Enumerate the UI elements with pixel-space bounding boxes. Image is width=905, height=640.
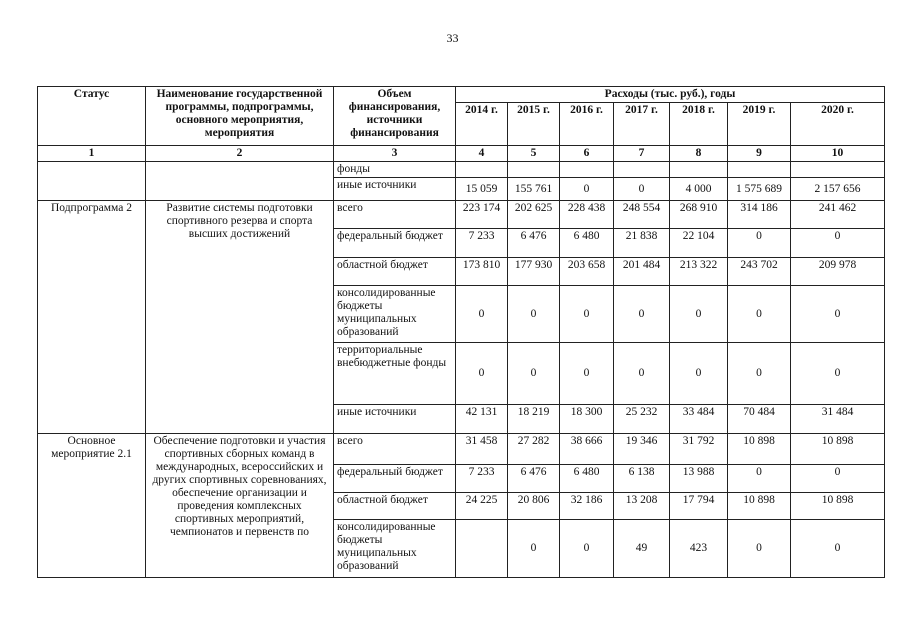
- table-row: [38, 201, 885, 229]
- value-cell: 0: [508, 520, 560, 578]
- column-number: 5: [508, 146, 560, 162]
- value-cell: 25 232: [614, 405, 670, 434]
- source-cell: федеральный бюджет: [334, 229, 456, 258]
- value-cell: 17 794: [670, 493, 728, 520]
- value-cell: 49: [614, 520, 670, 578]
- value-cell: 1 575 689: [728, 178, 791, 201]
- value-cell: [456, 520, 508, 578]
- column-number-row: [38, 146, 885, 162]
- value-cell: 0: [456, 286, 508, 343]
- value-cell: 248 554: [614, 201, 670, 229]
- value-cell: 0: [560, 178, 614, 201]
- value-cell: 31 792: [670, 434, 728, 465]
- source-cell: всего: [334, 434, 456, 465]
- value-cell: 0: [791, 520, 885, 578]
- value-cell: 7 233: [456, 229, 508, 258]
- value-cell: 209 978: [791, 258, 885, 286]
- value-cell: 70 484: [728, 405, 791, 434]
- header-status: Статус: [38, 87, 146, 146]
- value-cell: 10 898: [728, 493, 791, 520]
- status-cell: [38, 162, 146, 201]
- value-cell: 10 898: [791, 493, 885, 520]
- value-cell: 13 208: [614, 493, 670, 520]
- header-program-name: Наименование государственной программы, подпрограммы, основного мероприятия, мероприятия: [146, 87, 334, 146]
- source-cell: иные источники: [334, 178, 456, 201]
- header-year: 2020 г.: [791, 103, 885, 146]
- source-cell: территориальные внебюджетные фонды: [334, 343, 456, 405]
- column-number: 6: [560, 146, 614, 162]
- value-cell: 0: [791, 286, 885, 343]
- header-year: 2016 г.: [560, 103, 614, 146]
- value-cell: 0: [728, 286, 791, 343]
- header-expenses-title: Расходы (тыс. руб.), годы: [456, 87, 885, 103]
- value-cell: 243 702: [728, 258, 791, 286]
- value-cell: 6 138: [614, 465, 670, 493]
- value-cell: 0: [614, 178, 670, 201]
- source-cell: консолидированные бюджеты муниципальных образований: [334, 520, 456, 578]
- source-cell: консолидированные бюджеты муниципальных образований: [334, 286, 456, 343]
- value-cell: 0: [670, 343, 728, 405]
- value-cell: 0: [508, 343, 560, 405]
- status-cell: Подпрограмма 2: [38, 201, 146, 434]
- column-number: 7: [614, 146, 670, 162]
- status-cell: Основное мероприятие 2.1: [38, 434, 146, 578]
- column-number: 10: [791, 146, 885, 162]
- value-cell: 13 988: [670, 465, 728, 493]
- value-cell: 423: [670, 520, 728, 578]
- budget-table: [37, 86, 885, 578]
- value-cell: 203 658: [560, 258, 614, 286]
- value-cell: 314 186: [728, 201, 791, 229]
- header-year: 2014 г.: [456, 103, 508, 146]
- value-cell: 0: [728, 343, 791, 405]
- value-cell: 10 898: [791, 434, 885, 465]
- value-cell: 6 480: [560, 229, 614, 258]
- value-cell: 0: [560, 286, 614, 343]
- value-cell: 19 346: [614, 434, 670, 465]
- value-cell: 24 225: [456, 493, 508, 520]
- source-cell: областной бюджет: [334, 493, 456, 520]
- header-year: 2018 г.: [670, 103, 728, 146]
- value-cell: 0: [670, 286, 728, 343]
- value-cell: 0: [614, 286, 670, 343]
- source-cell: федеральный бюджет: [334, 465, 456, 493]
- value-cell: 4 000: [670, 178, 728, 201]
- value-cell: 10 898: [728, 434, 791, 465]
- source-cell: всего: [334, 201, 456, 229]
- value-cell: 0: [728, 465, 791, 493]
- source-cell: областной бюджет: [334, 258, 456, 286]
- value-cell: 202 625: [508, 201, 560, 229]
- value-cell: 0: [728, 229, 791, 258]
- value-cell: 0: [791, 343, 885, 405]
- name-cell: [146, 162, 334, 201]
- column-number: 1: [38, 146, 146, 162]
- value-cell: 7 233: [456, 465, 508, 493]
- value-cell: 22 104: [670, 229, 728, 258]
- header-year: 2017 г.: [614, 103, 670, 146]
- column-number: 3: [334, 146, 456, 162]
- source-cell: фонды: [334, 162, 456, 178]
- value-cell: 21 838: [614, 229, 670, 258]
- value-cell: 31 484: [791, 405, 885, 434]
- value-cell: 201 484: [614, 258, 670, 286]
- column-number: 9: [728, 146, 791, 162]
- value-cell: 173 810: [456, 258, 508, 286]
- value-cell: 223 174: [456, 201, 508, 229]
- header-year: 2015 г.: [508, 103, 560, 146]
- value-cell: 213 322: [670, 258, 728, 286]
- value-cell: 0: [791, 229, 885, 258]
- value-cell: 20 806: [508, 493, 560, 520]
- column-number: 4: [456, 146, 508, 162]
- value-cell: 155 761: [508, 178, 560, 201]
- table-row: [38, 162, 885, 178]
- header-year: 2019 г.: [728, 103, 791, 146]
- value-cell: 0: [728, 520, 791, 578]
- value-cell: 228 438: [560, 201, 614, 229]
- value-cell: 6 476: [508, 465, 560, 493]
- value-cell: 32 186: [560, 493, 614, 520]
- value-cell: 0: [614, 343, 670, 405]
- value-cell: 0: [560, 520, 614, 578]
- value-cell: 42 131: [456, 405, 508, 434]
- value-cell: 0: [456, 343, 508, 405]
- value-cell: 18 219: [508, 405, 560, 434]
- table-row: [38, 434, 885, 465]
- value-cell: 27 282: [508, 434, 560, 465]
- value-cell: 241 462: [791, 201, 885, 229]
- source-cell: иные источники: [334, 405, 456, 434]
- column-number: 8: [670, 146, 728, 162]
- header-funding: Объем финансирования, источники финансирования: [334, 87, 456, 146]
- value-cell: 6 480: [560, 465, 614, 493]
- name-cell: Развитие системы подготовки спортивного резерва и спорта высших достижений: [146, 201, 334, 434]
- name-cell: Обеспечение подготовки и участия спортивных сборных команд в международных, всероссийских и других спортивных соревнованиях, обеспечение организации и проведения комплексных спортивных мероприятий, чемпионатов и первенств по: [146, 434, 334, 578]
- value-cell: 38 666: [560, 434, 614, 465]
- value-cell: 33 484: [670, 405, 728, 434]
- value-cell: 0: [560, 343, 614, 405]
- value-cell: 18 300: [560, 405, 614, 434]
- value-cell: 0: [508, 286, 560, 343]
- value-cell: 0: [791, 465, 885, 493]
- value-cell: 177 930: [508, 258, 560, 286]
- value-cell: 15 059: [456, 178, 508, 201]
- column-number: 2: [146, 146, 334, 162]
- value-cell: 6 476: [508, 229, 560, 258]
- page-number: 33: [446, 31, 459, 45]
- header-row-1: [38, 87, 885, 103]
- value-cell: 31 458: [456, 434, 508, 465]
- value-cell: 2 157 656: [791, 178, 885, 201]
- value-cell: 268 910: [670, 201, 728, 229]
